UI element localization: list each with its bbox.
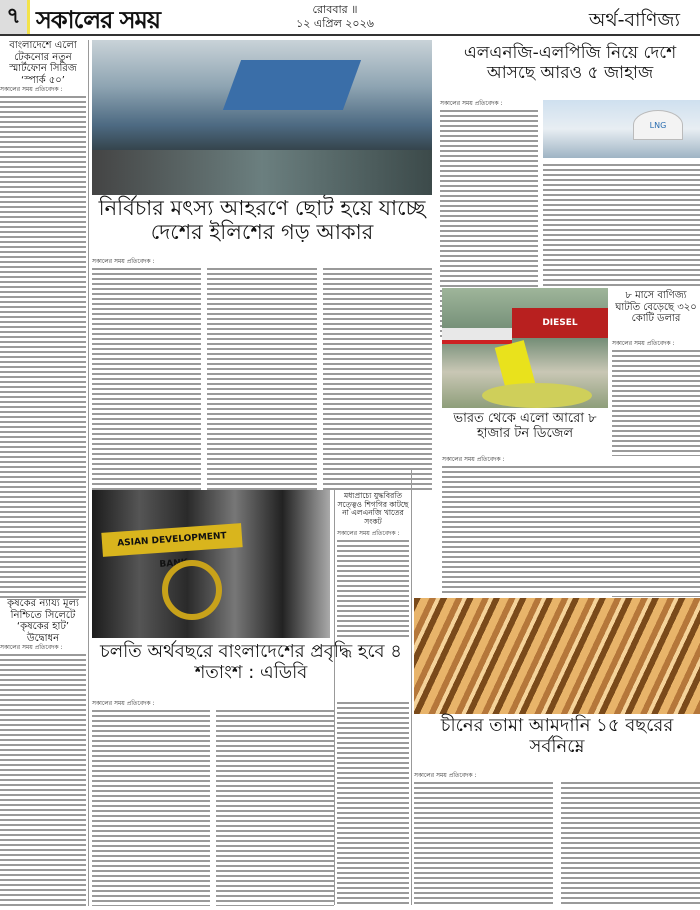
issue-date-text: ১২ এপ্রিল ২০২৬ [296,17,374,30]
story-copper-body [414,772,700,905]
byline: সকালের সময় প্রতিবেদক : [92,700,334,708]
byline: সকালের সময় প্রতিবেদক : [612,340,700,348]
story-diesel-body [442,456,700,596]
adb-building-photo [92,490,330,638]
column-divider [88,40,89,906]
headline: ভারত থেকে এলো আরো ৮ হাজার টন ডিজেল [453,411,597,441]
diesel-photo [442,288,608,408]
story-tecno [0,40,86,599]
column-divider [411,470,412,905]
issue-date [255,3,415,31]
fishing-boats-photo [92,40,432,195]
headline: কৃষকের ন্যায্য মূল্য নিশ্চিতে সিলেটে ‘কৃষকের হাট’ উদ্বোধন [7,598,79,644]
newspaper-logo: সকালের সময় [36,5,161,34]
story-lng-ships-body-2 [543,162,700,287]
article-body [92,266,201,491]
article-body [414,780,553,905]
headline: ৮ মাসে বাণিজ্য ঘাটতি বেড়েছে ৩২০ কোটি ডলার [615,290,697,324]
story-adb-body [92,700,334,906]
article-body [0,652,86,907]
headline: মধ্যপ্রাচ্যে যুদ্ধবিরতি সত্ত্বেও শিগগির কাটছে না এলএনজি খাতের সংকট [337,491,409,526]
byline: সকালের সময় প্রতিবেদক : [0,86,86,94]
lng-terminal-photo [543,100,700,158]
headline: এলএনজি-এলপিজি নিয়ে দেশে আসছে আরও ৫ জাহাজ [463,43,677,83]
article-body [337,538,409,640]
story-krishak [0,598,86,907]
story-lng-crisis-body-2 [337,700,409,905]
byline: সকালের সময় প্রতিবেদক : [442,456,700,464]
page-header [0,0,700,36]
column-divider [334,490,335,905]
article-body [207,266,316,491]
story-hilsa-body [92,258,432,491]
article-body [216,708,334,906]
byline: সকালের সময় প্রতিবেদক : [337,530,409,538]
article-body [543,162,700,287]
byline: সকালের সময় প্রতিবেদক : [0,644,86,652]
headline: নির্বিচার মৎস্য আহরণে ছোট হয়ে যাচ্ছে দেশের ইলিশের গড় আকার [98,196,426,245]
byline: সকালের সময় প্রতিবেদক : [92,258,432,266]
article-body [442,464,700,596]
story-lng-crisis-body [337,530,409,640]
article-body [323,266,432,491]
adb-sign: ASIAN DEVELOPMENT BANK [101,523,242,557]
byline: সকালের সময় প্রতিবেদক : [414,772,700,780]
article-body [561,780,700,905]
section-title: অর্থ-বাণিজ্য [588,9,680,31]
issue-day: রোববার ॥ [312,3,358,16]
headline: চলতি অর্থবছরে বাংলাদেশের প্রবৃদ্ধি হবে ৪ শতাংশ : এডিবি [100,641,402,683]
page-number: ৭ [0,0,30,34]
lng-tank-label: LNG [633,110,683,140]
article-body [92,708,210,906]
copper-pipes-photo [414,598,700,714]
byline: সকালের সময় প্রতিবেদক : [440,100,538,108]
headline: বাংলাদেশে এলো টেকনোর নতুন স্মার্টফোন সিরিজ ‘স্পার্ক ৫০’ [9,40,77,86]
article-body [0,94,86,599]
article-body [337,700,409,905]
headline: চীনের তামা আমদানি ১৫ বছরের সর্বনিম্নে [440,715,674,757]
diesel-tanker-label: DIESEL [512,308,608,338]
